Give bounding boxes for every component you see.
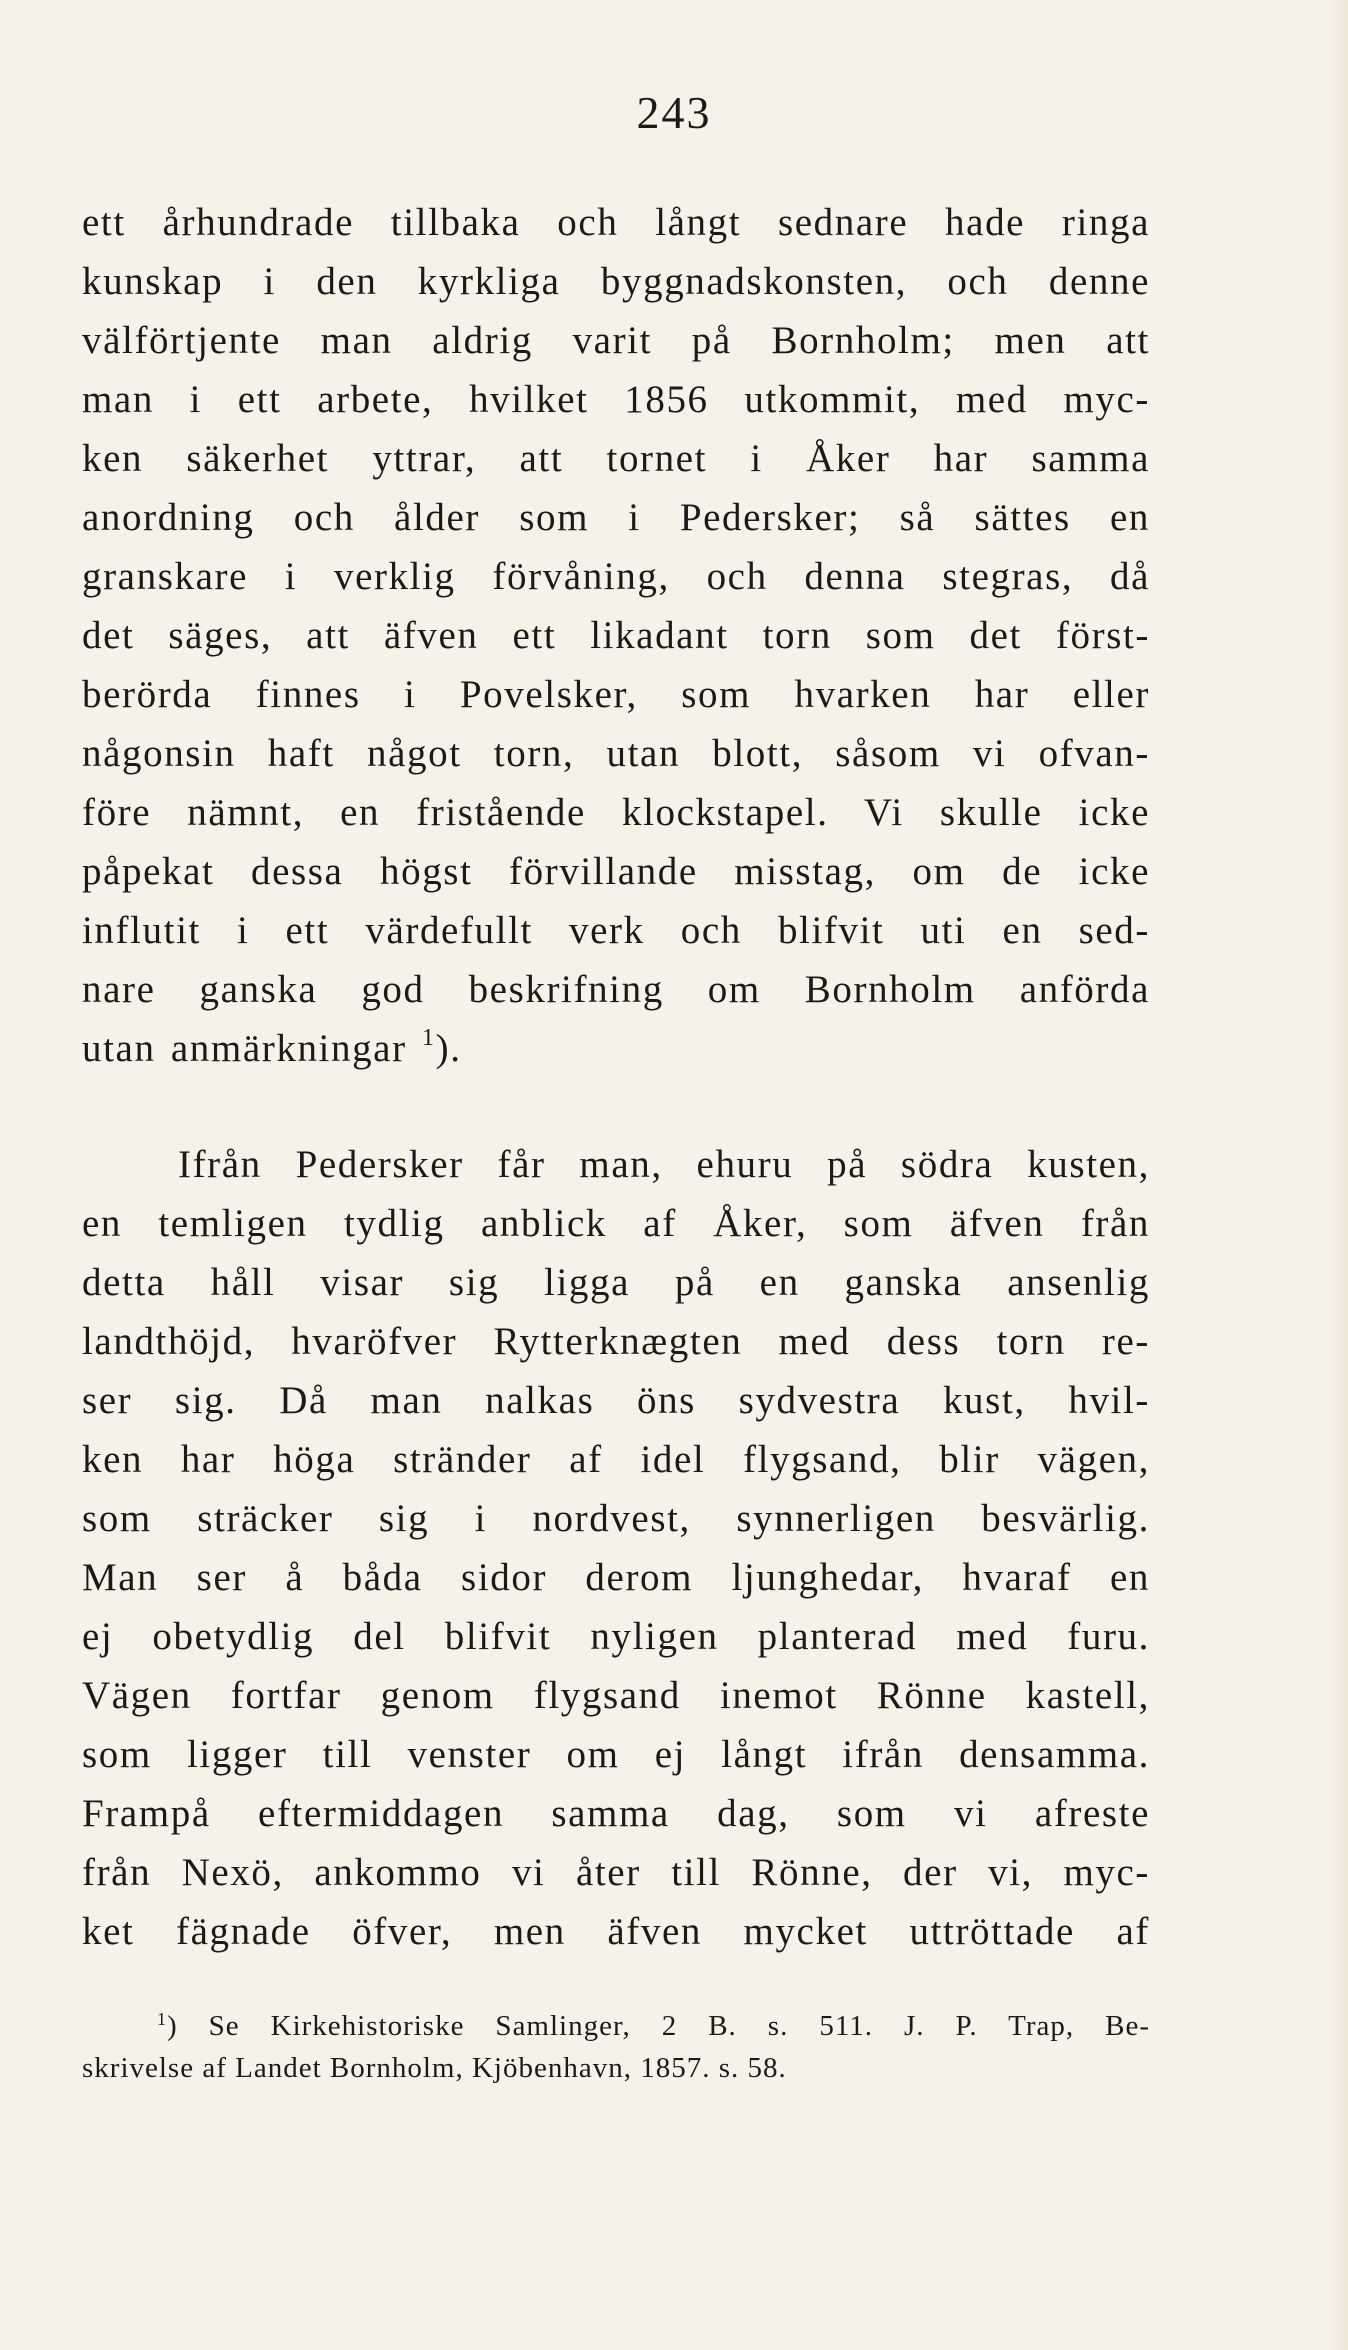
text-line: landthöjd, hvaröfver Rytterknægten med dess torn re- xyxy=(82,1320,1150,1363)
text-line: ken säkerhet yttrar, att tornet i Åker har samma xyxy=(82,437,1150,480)
text-line: Frampå eftermiddagen samma dag, som vi afreste xyxy=(82,1792,1150,1835)
text-line: Man ser å båda sidor derom ljunghedar, hvaraf en xyxy=(82,1556,1150,1599)
footnote-line-2: skrivelse af Landet Bornholm, Kjöbenhavn, 1857. s. 58. xyxy=(82,2052,787,2084)
text-line: före nämnt, en fristående klockstapel. Vi skulle icke xyxy=(82,791,1150,834)
page-number: 243 xyxy=(636,87,712,138)
footnote-line-1 xyxy=(82,2005,1150,2047)
text-line: det säges, att äfven ett likadant torn som det först- xyxy=(82,614,1150,657)
text-line: berörda finnes i Povelsker, som hvarken har eller xyxy=(82,673,1150,716)
footnote-rule xyxy=(82,1993,482,1994)
footnote-reference: 1 xyxy=(422,1025,436,1051)
text-line: ett århundrade tillbaka och långt sednare hade ringa xyxy=(82,201,1150,244)
text-line: som sträcker sig i nordvest, synnerligen besvärlig. xyxy=(82,1497,1150,1540)
text-line-indented: Ifrån Pedersker får man, ehuru på södra kusten, xyxy=(178,1143,1150,1186)
text-line: nare ganska god beskrifning om Bornholm anförda xyxy=(82,968,1150,1011)
text-line: ej obetydlig del blifvit nyligen planterad med furu. xyxy=(82,1615,1150,1658)
text-line-last xyxy=(82,1019,1150,1078)
text-line: anordning och ålder som i Pedersker; så sättes en xyxy=(82,496,1150,539)
paragraph-2 xyxy=(82,1135,1150,1961)
text-line: ken har höga stränder af idel flygsand, blir vägen, xyxy=(82,1438,1150,1481)
text-line: från Nexö, ankommo vi åter till Rönne, der vi, myc- xyxy=(82,1851,1150,1894)
footnote xyxy=(82,2005,1150,2089)
text-line: som ligger till venster om ej långt ifrån densamma. xyxy=(82,1733,1150,1776)
footnote-mark: 1 xyxy=(157,2009,167,2029)
page-edge-shadow xyxy=(1330,0,1348,2350)
text-line: påpekat dessa högst förvillande misstag, om de icke xyxy=(82,850,1150,893)
text-line: granskare i verklig förvåning, och denna stegras, då xyxy=(82,555,1150,598)
text-line: någonsin haft något torn, utan blott, såsom vi ofvan- xyxy=(82,732,1150,775)
text-line: man i ett arbete, hvilket 1856 utkommit, med myc- xyxy=(82,378,1150,421)
text-line-content: utan anmärkningar xyxy=(82,1027,407,1070)
text-line: Vägen fortfar genom flygsand inemot Rönne kastell, xyxy=(82,1674,1150,1717)
text-line: en temligen tydlig anblick af Åker, som äfven från xyxy=(82,1202,1150,1245)
text-line: välförtjente man aldrig varit på Bornholm; men att xyxy=(82,319,1150,362)
text-line: detta håll visar sig ligga på en ganska ansenlig xyxy=(82,1261,1150,1304)
text-line: kunskap i den kyrkliga byggnadskonsten, och denne xyxy=(82,260,1150,303)
text-line: ket fägnade öfver, men äfven mycket uttröttade af xyxy=(82,1910,1150,1953)
paragraph-1 xyxy=(82,193,1150,1078)
text-line: influtit i ett värdefullt verk och blifvit uti en sed- xyxy=(82,909,1150,952)
footnote-text-1: ) Se Kirkehistoriske Samlinger, 2 B. s. 511. J. P. Trap, Be- xyxy=(167,2010,1150,2042)
closing-punctuation: ). xyxy=(435,1027,462,1070)
text-line: ser sig. Då man nalkas öns sydvestra kust, hvil- xyxy=(82,1379,1150,1422)
